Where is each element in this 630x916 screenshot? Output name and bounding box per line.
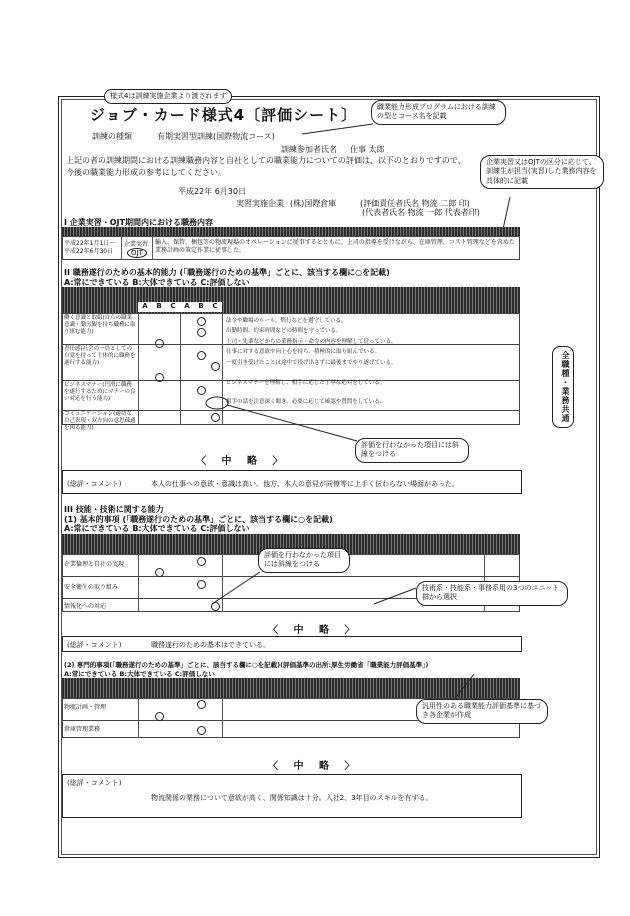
mark-circle xyxy=(197,317,206,326)
mark-circle xyxy=(197,351,206,360)
mark-circle xyxy=(155,373,164,382)
page-title: ジョブ・カード様式4〔評価シート〕 xyxy=(90,106,358,124)
course-label: 訓練の種類 xyxy=(92,132,132,141)
grade-a2: A xyxy=(184,302,190,310)
grade-b2: B xyxy=(198,302,204,310)
mark-circle xyxy=(155,568,164,577)
callout-general-pointer xyxy=(450,672,480,702)
trainee-label: 訓練参加者氏名 xyxy=(281,145,337,154)
callout-no-eval-1-pointer xyxy=(205,395,365,445)
section2-summary-label: (総評・コメント) xyxy=(67,480,122,488)
company-label: 実習実施企業 xyxy=(236,199,284,208)
section3-heading: III 技能・技術に関する能力 xyxy=(64,505,164,514)
callout-general-standard: 汎用性のある職業能力評価基準に基づき各企業が作成 xyxy=(416,699,548,724)
course-value: 有期実習型訓練(国際物流コース) xyxy=(157,132,275,141)
criteria-5: 一度引き受けたことは途中で投げ出さずに最後までやり遂げている。 xyxy=(226,359,397,366)
section2-item-3: ビジネスマナー(円滑に職務を遂行するためにマナーの良い対応を行う能力) xyxy=(64,382,136,403)
section1-type-b: OJT xyxy=(127,248,147,258)
grade-a: A xyxy=(142,302,148,310)
section3-summary2-label: (総評・コメント) xyxy=(67,779,122,787)
mark-circle xyxy=(197,386,206,395)
ryaku-2: 〈 中 略 〉 xyxy=(268,625,361,636)
section3-legend2: A:常にできている B:大体できている C:評価しない xyxy=(64,670,215,678)
callout-no-eval-2-pointer xyxy=(204,570,264,610)
ryaku-3: 〈 中 略 〉 xyxy=(268,761,361,772)
trainee-name: 仕事 太郎 xyxy=(350,145,385,154)
section1-period: 平成22年1月1日〜平成22年6月30日 xyxy=(64,240,116,255)
mark-circle xyxy=(155,339,164,348)
callout-program-pointer xyxy=(300,118,375,138)
section3-item-1: 企業倫理と自社の実現 xyxy=(64,561,125,568)
section3-item2-2: 倉庫管理業務 xyxy=(64,726,101,733)
section2-grade-header xyxy=(138,302,222,312)
mark-circle xyxy=(197,557,206,566)
section3-sub1: (1) 基本的事項 (「職務遂行のための基準」ごとに、該当する欄に○を記載) xyxy=(64,515,333,524)
callout-form-source: 様式4は訓練実施企業より渡されます xyxy=(104,89,232,104)
section3-item-2: 安全衛生の取り組み xyxy=(64,584,119,591)
criteria-4: 仕事に対する意欲や向上心を持ち、積極的に取り組んでいる。 xyxy=(226,349,381,356)
callout-all-jobs: 全職種・業務共通 xyxy=(552,346,574,428)
section1-heading: I 企業実習・OJT期間内における職務内容 xyxy=(64,218,213,227)
mark-circle xyxy=(197,726,206,735)
mark-circle xyxy=(197,700,206,709)
section2-heading: II 職務遂行のための基本的能力 (「職務遂行のための基準」ごとに、該当する欄に○を記載) xyxy=(64,268,390,277)
criteria-6: ビジネスマナーを理解し、相手に応じた丁寧な応対をしている。 xyxy=(226,380,386,387)
callout-unit-group: 技術系・技能系・事務系用の3つのユニット群から選択 xyxy=(416,581,568,606)
criteria-1: 法令や職場のルール、慣行などを遵守している。 xyxy=(226,318,347,324)
callout-company-work: 企業実習又はOJTの区分に応じて、訓練生が担当(実習)した業務内容を具体的に記載 xyxy=(480,155,604,189)
callout-program: 職業能力形成プログラムにおける訓練の型とコース名を記載 xyxy=(371,100,506,125)
evaluator-line: (評価責任者氏名 物流 二郎 印) xyxy=(360,199,470,208)
criteria-7: 相手の話を注意深く聞き、必要に応じて確認や質問をしている。 xyxy=(226,398,386,405)
section2-item-2: 責任感(社会の一員としての自覚を持って主体的に職務を遂行する能力) xyxy=(64,346,136,367)
section3-summary1-label: (総評・コメント) xyxy=(67,641,122,649)
mark-circle xyxy=(211,362,220,371)
section3-summary2-box xyxy=(62,774,522,818)
section3-summary2: 物流関係の業務について意欲が高く、関係知識は十分。入社2、3年目のスキルを有する。 xyxy=(151,794,433,802)
intro-text: 上記の者の訓練期間における訓練職務内容と自社としての職業能力についての評価は、以下のとおりですので、今後の職業能力形成の参考にしてください。 xyxy=(66,156,466,177)
criteria-3: 上司・先輩などからの業務指示・命令の内容を理解して従っている。 xyxy=(226,338,397,345)
section3-sub2: (2) 専門的事項(「職務遂行のための基準」ごとに、該当する欄に○を記載)(評価基準の出所:厚生労働省「職業能力評価基準」) xyxy=(64,661,429,669)
company-name: (株)国際倉庫 xyxy=(290,199,337,208)
issue-date: 平成22年 6月30日 xyxy=(178,187,246,196)
criteria-2: 出勤時間、約束時間などの時間を守っている。 xyxy=(226,328,342,335)
grade-c: C xyxy=(170,302,176,310)
section2-summary-box xyxy=(62,470,522,494)
section3-summary1-box xyxy=(62,636,522,652)
section2-legend: A:常にできている B:大体できている C:評価しない xyxy=(64,278,250,287)
mark-circle xyxy=(155,712,164,721)
section2-item-4: コミュニケーション(適切な自己表現・双方向の意思疎通を図る能力) xyxy=(64,411,136,432)
grade-c2: C xyxy=(212,302,218,310)
mark-circle xyxy=(197,328,206,337)
section2-header-band xyxy=(62,287,520,313)
representative-line: (代表者氏名 物流 一郎 代表者印) xyxy=(362,208,480,217)
section3-item2-1: 物流計画・管理 xyxy=(64,704,107,711)
section3-legend: A:常にできている B:大体できている C:評価しない xyxy=(64,524,250,533)
section1-content: 輸入、保管、梱包等の物流現場のオペレーションに従事するとともに、上司の指導を受けながら、在庫管理、コスト管理などを含めた業務計画の策定作業に従事した。 xyxy=(155,239,515,255)
ryaku-1: 〈 中 略 〉 xyxy=(196,456,289,467)
callout-unit-pointer xyxy=(372,580,418,610)
section3-summary1: 職務遂行のための基本はできている。 xyxy=(151,641,270,649)
section1-type-a: 企業実習 xyxy=(124,241,149,248)
section2-criteria xyxy=(226,316,516,407)
grade-b: B xyxy=(156,302,162,310)
section2-item-1: 働く意識と取組(自らの職業意識・勤労観を持ち職務に取り組む能力) xyxy=(64,315,136,336)
section1-header-band xyxy=(62,227,520,236)
callout-no-eval-2: 評価を行わなかった項目には斜線をつける xyxy=(258,548,350,573)
section3-item-3: 情報化への対応 xyxy=(64,603,107,610)
callout-no-eval-1: 評価を行わなかった項目には斜線をつける xyxy=(355,438,469,463)
section2-summary: 本人の仕事への意欲・意識は高い。他方、本人の意見が同僚等に上手く伝わらない場面があった。 xyxy=(151,480,459,488)
